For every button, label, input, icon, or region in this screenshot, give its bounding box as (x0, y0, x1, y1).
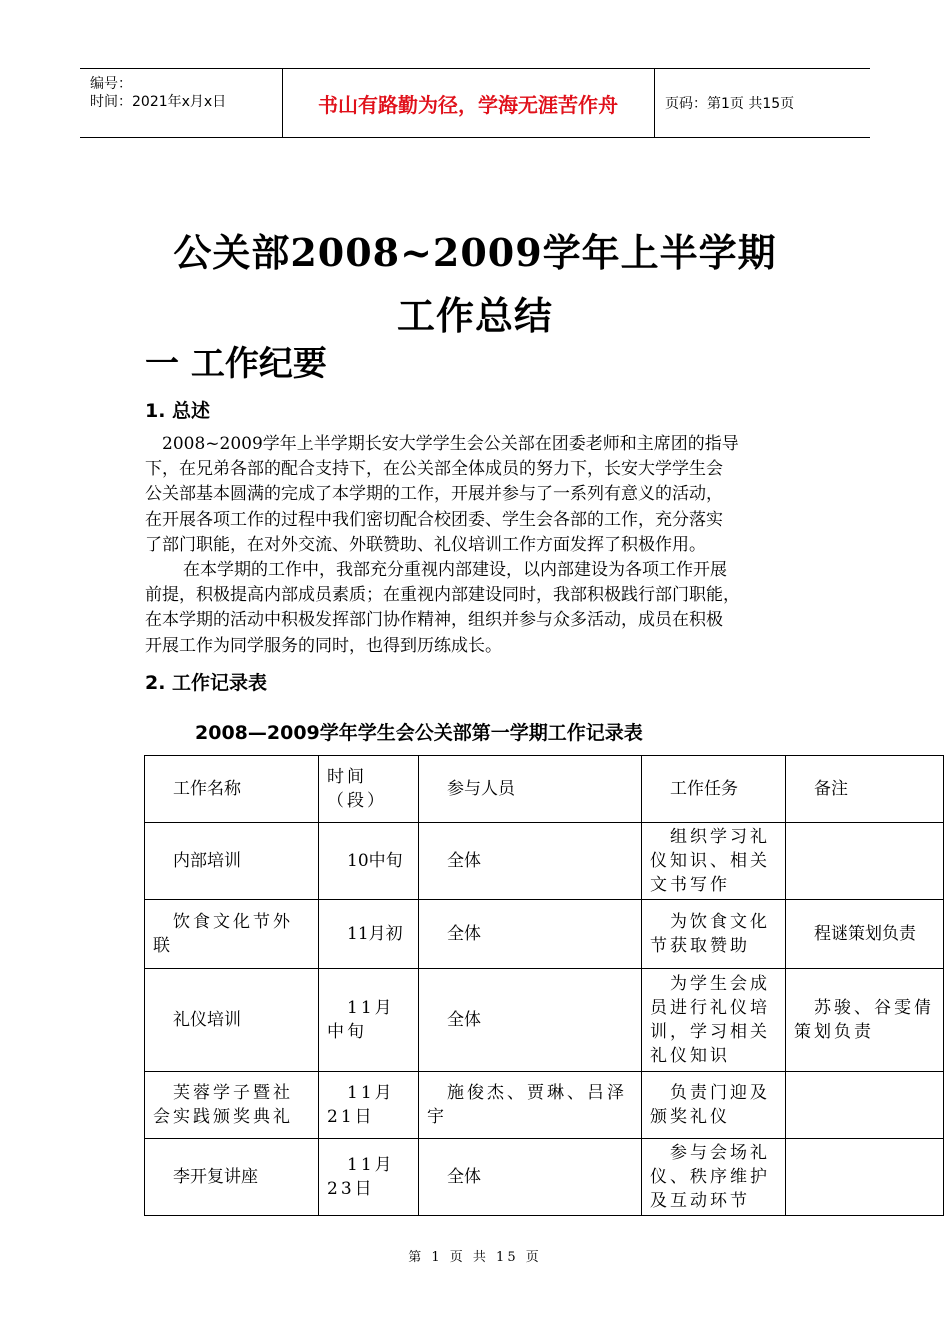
header-motto: 书山有路勤为径，学海无涯苦作舟 (282, 69, 655, 137)
header-cell-people: 参与人员 (419, 756, 642, 823)
cell-task: 组织学习礼仪知识、相关文书写作 (642, 823, 786, 900)
cell-name: 礼仪培训 (145, 969, 319, 1072)
paragraph-line: 在开展各项工作的过程中我们密切配合校团委、学生会各部的工作，充分落实 (145, 509, 723, 530)
table-row (145, 900, 944, 969)
header-cell-note: 备注 (786, 756, 944, 823)
header-cell-task: 工作任务 (642, 756, 786, 823)
subsection-heading-record: 2. 工作记录表 (145, 672, 268, 694)
cell-time: 11月23日 (319, 1139, 419, 1216)
document-title-line1: 公关部2008~2009学年上半学期 (173, 230, 777, 275)
overview-paragraph-1 (145, 432, 810, 558)
cell-time: 11月初 (319, 900, 419, 969)
cell-task: 参与会场礼仪、秩序维护及互动环节 (642, 1139, 786, 1216)
table-row (145, 823, 944, 900)
cell-people: 全体 (419, 1139, 642, 1216)
cell-name: 芙蓉学子暨社会实践颁奖典礼 (145, 1072, 319, 1139)
paragraph-line: 下，在兄弟各部的配合支持下，在公关部全体成员的努力下，长安大学学生会 (145, 459, 723, 480)
cell-task: 为饮食文化节获取赞助 (642, 900, 786, 969)
cell-people: 施俊杰、贾琳、吕泽宇 (419, 1072, 642, 1139)
work-record-table (144, 755, 944, 1216)
cell-time: 11月中旬 (319, 969, 419, 1072)
paragraph-line: 公关部基本圆满的完成了本学期的工作，开展并参与了一系列有意义的活动， (145, 484, 723, 505)
table-row (145, 1072, 944, 1139)
paragraph-line: 了部门职能，在对外交流、外联赞助、礼仪培训工作方面发挥了积极作用。 (145, 534, 706, 555)
paragraph-line: 开展工作为同学服务的同时，也得到历练成长。 (145, 635, 502, 656)
cell-note: 程谜策划负责 (786, 900, 944, 969)
cell-name: 李开复讲座 (145, 1139, 319, 1216)
document-number: 编号： (90, 76, 132, 92)
cell-task: 负责门迎及颁奖礼仪 (642, 1072, 786, 1139)
document-time: 时间：2021年x月x日 (90, 94, 227, 110)
header-page-number: 页码：第1页 共15页 (665, 96, 795, 112)
cell-note (786, 1072, 944, 1139)
cell-task: 为学生会成员进行礼仪培训，学习相关礼仪知识 (642, 969, 786, 1072)
page-footer: 第 1 页 共 15 页 (408, 1250, 542, 1265)
page-header (80, 68, 870, 138)
header-cell-time: 时间（段） (319, 756, 419, 823)
cell-name: 饮食文化节外联 (145, 900, 319, 969)
paragraph-line: 在本学期的工作中，我部充分重视内部建设，以内部建设为各项工作开展 (183, 560, 727, 580)
cell-note (786, 1139, 944, 1216)
cell-time: 11月21日 (319, 1072, 419, 1139)
cell-note: 苏骏、谷雯倩策划负责 (786, 969, 944, 1072)
cell-people: 全体 (419, 969, 642, 1072)
overview-paragraph-2 (145, 558, 810, 659)
table-header-row (145, 756, 944, 823)
cell-time: 10中旬 (319, 823, 419, 900)
section-heading: 一 工作纪要 (145, 344, 327, 384)
paragraph-line: 前提，积极提高内部成员素质；在重视内部建设同时，我部积极践行部门职能， (145, 585, 740, 606)
subsection-heading-overview: 1. 总述 (145, 400, 211, 422)
document-title-line2: 工作总结 (396, 293, 553, 338)
paragraph-line: 2008~2009学年上半学期长安大学学生会公关部在团委老师和主席团的指导 (162, 434, 739, 454)
cell-people: 全体 (419, 900, 642, 969)
cell-people: 全体 (419, 823, 642, 900)
table-row (145, 969, 944, 1072)
header-meta-cell (80, 69, 283, 137)
paragraph-line: 在本学期的活动中积极发挥部门协作精神，组织并参与众多活动，成员在积极 (145, 610, 723, 631)
table-row (145, 1139, 944, 1216)
header-cell-name: 工作名称 (145, 756, 319, 823)
cell-note (786, 823, 944, 900)
cell-name: 内部培训 (145, 823, 319, 900)
table-caption: 2008—2009学年学生会公关部第一学期工作记录表 (195, 722, 643, 744)
